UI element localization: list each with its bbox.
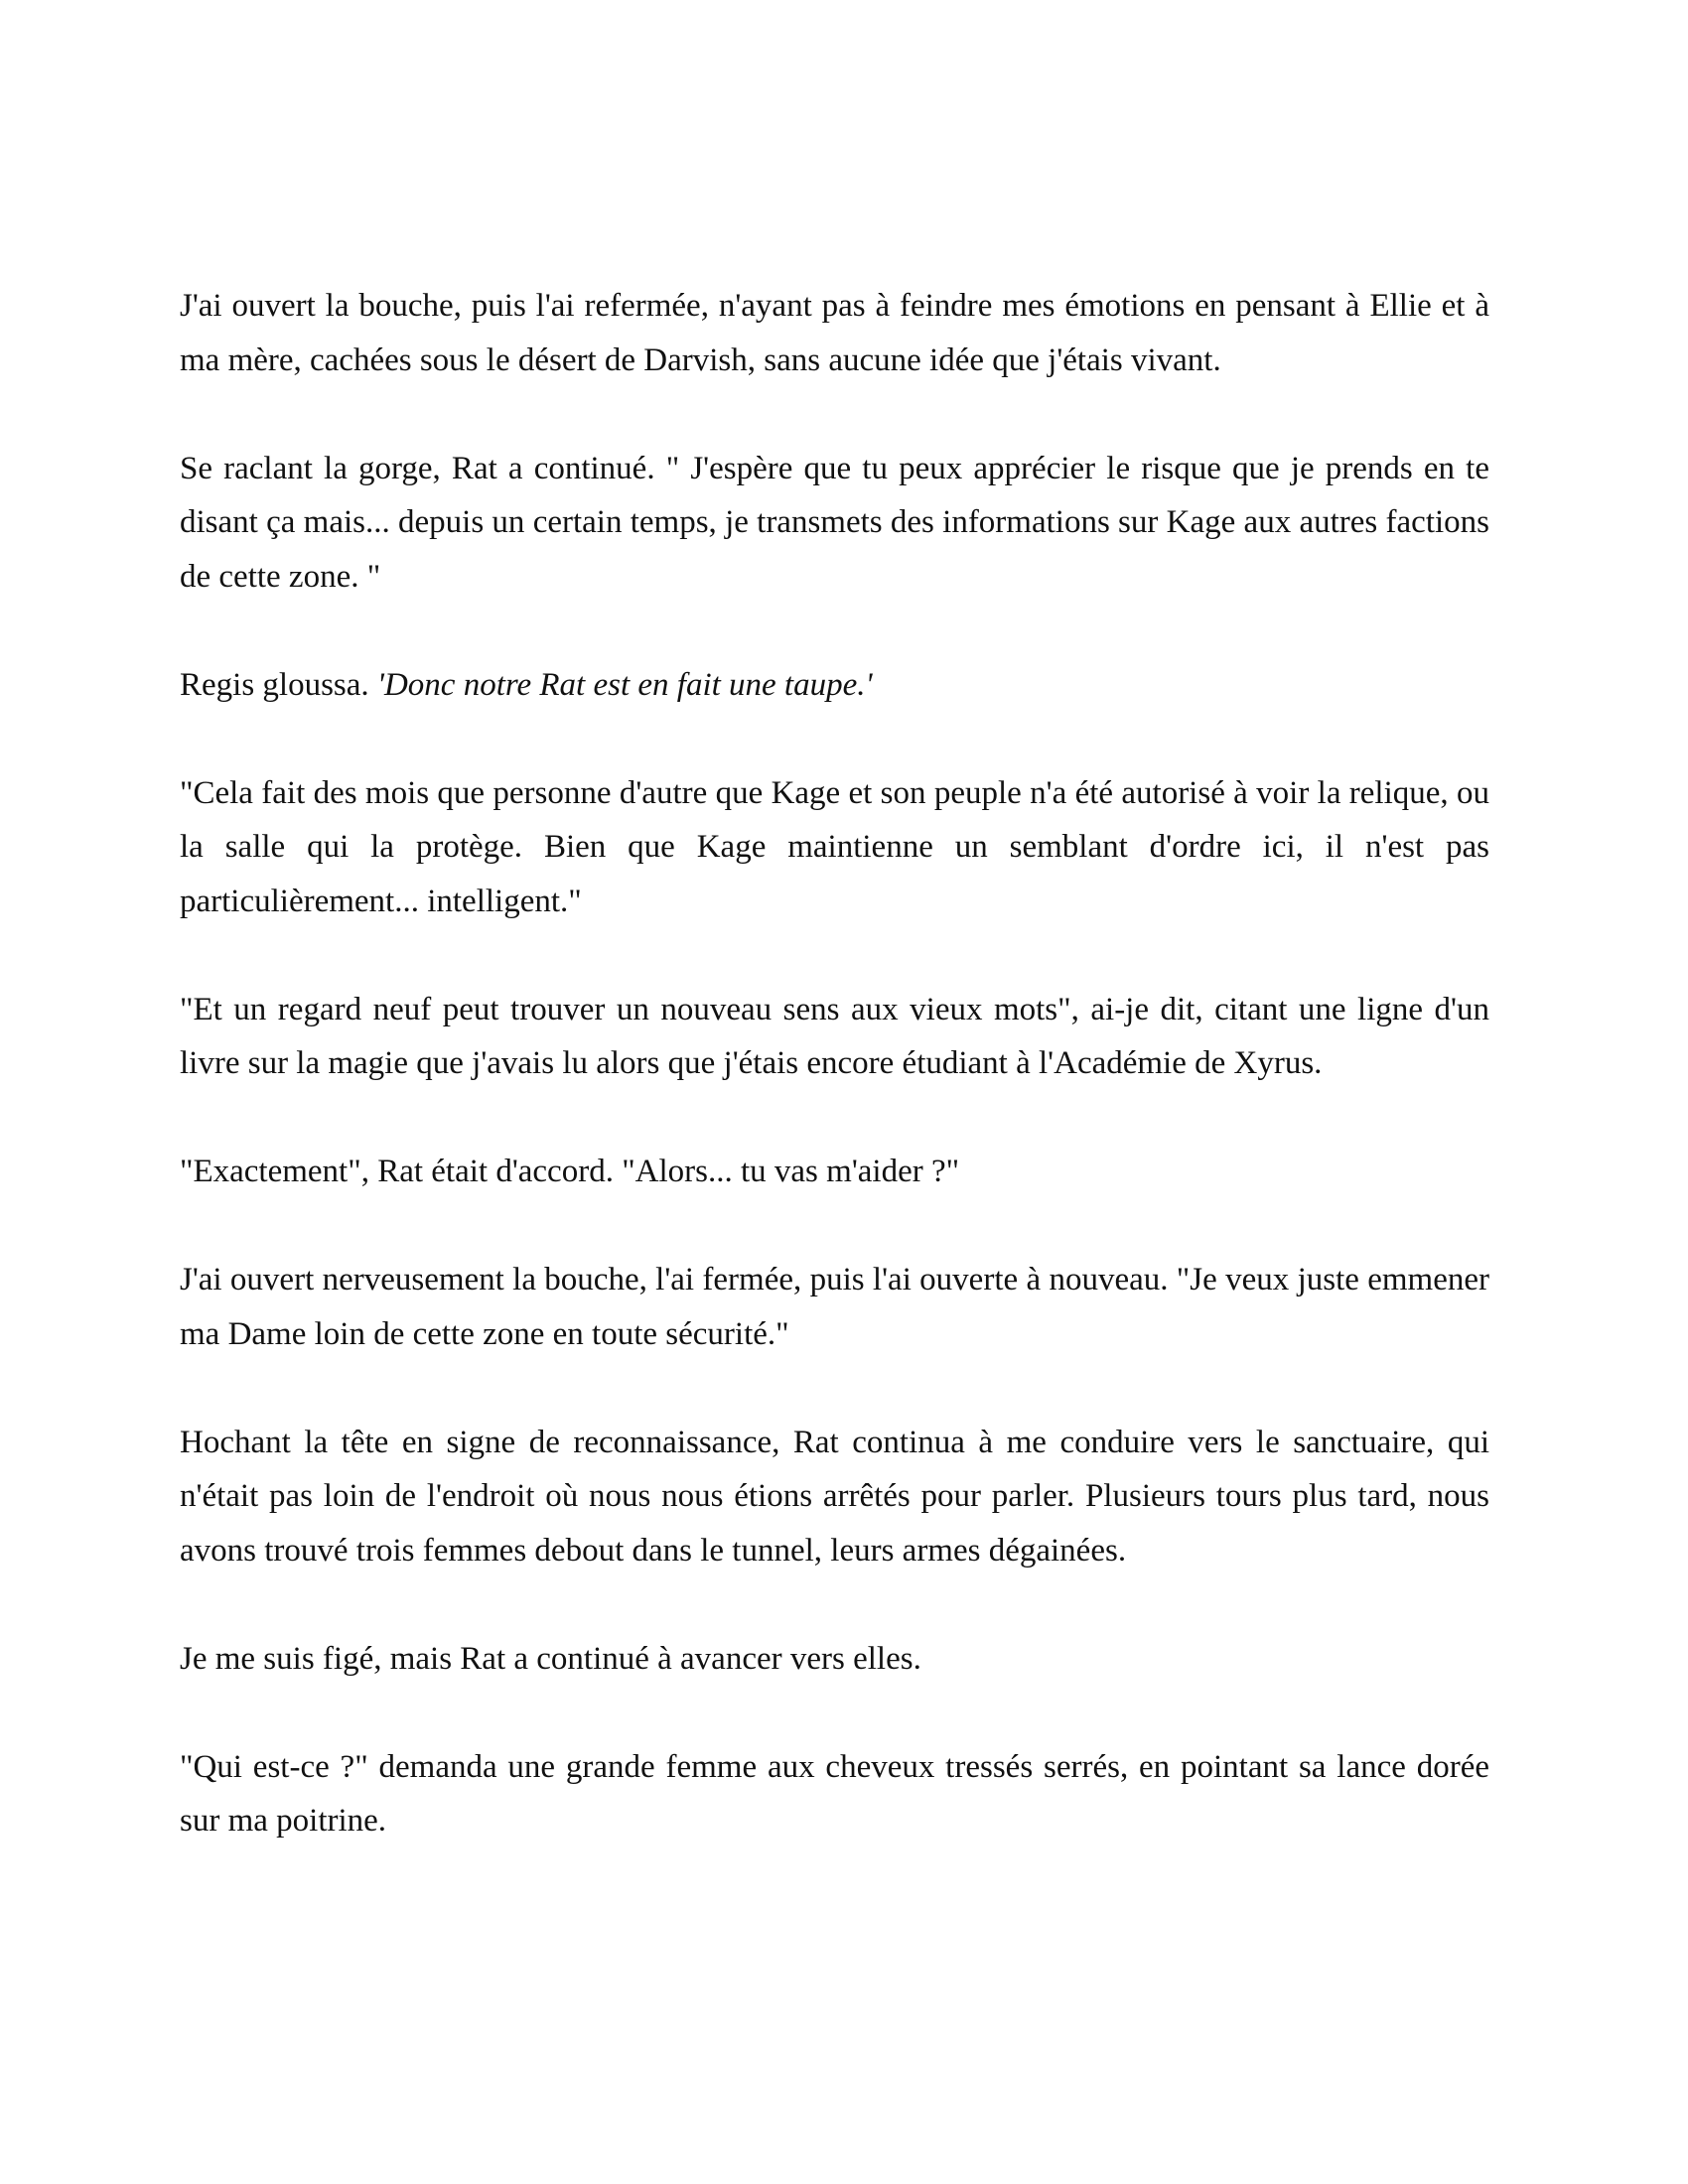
paragraph: J'ai ouvert nerveusement la bouche, l'ai fermée, puis l'ai ouverte à nouveau. "Je veux juste emmener ma Dame loin de cette zone en toute sécurité." [180, 1262, 1489, 1352]
paragraph-italic-thought: 'Donc notre Rat est en fait une taupe.' [376, 666, 873, 703]
paragraph: "Cela fait des mois que personne d'autre que Kage et son peuple n'a été autorisé à voir la relique, ou la salle qui la protège. Bien que Kage maintienne un semblant d'ordre ici, il n'est pas particulièrement... intelligent." [180, 774, 1489, 919]
paragraph: J'ai ouvert la bouche, puis l'ai refermée, n'ayant pas à feindre mes émotions en pensant à Ellie et à ma mère, cachées sous le désert de Darvish, sans aucune idée que j'étais vivant. [180, 288, 1489, 378]
paragraph: "Qui est-ce ?" demanda une grande femme aux cheveux tressés serrés, en pointant sa lance dorée sur ma poitrine. [180, 1748, 1489, 1839]
paragraph: "Et un regard neuf peut trouver un nouveau sens aux vieux mots", ai-je dit, citant une ligne d'un livre sur la magie que j'avais lu alors que j'étais encore étudiant à l'Académie de Xyrus. [180, 991, 1489, 1081]
paragraph: Je me suis figé, mais Rat a continué à avancer vers elles. [180, 1640, 921, 1677]
document-page [180, 279, 1489, 1902]
paragraph [180, 658, 1489, 713]
paragraph: Hochant la tête en signe de reconnaissance, Rat continua à me conduire vers le sanctuaire, qui n'était pas loin de l'endroit où nous nous étions arrêtés pour parler. Plusieurs tours plus tard, nous avons trouvé trois femmes debout dans le tunnel, leurs armes dégainées. [180, 1424, 1489, 1569]
paragraph-text: Regis gloussa. [180, 666, 377, 703]
paragraph: Se raclant la gorge, Rat a continué. " J'espère que tu peux apprécier le risque que je prends en te disant ça mais... depuis un certain temps, je transmets des informations sur Kage aux autres factions de cette zone. " [180, 450, 1489, 595]
paragraph: "Exactement", Rat était d'accord. "Alors... tu vas m'aider ?" [180, 1154, 960, 1189]
